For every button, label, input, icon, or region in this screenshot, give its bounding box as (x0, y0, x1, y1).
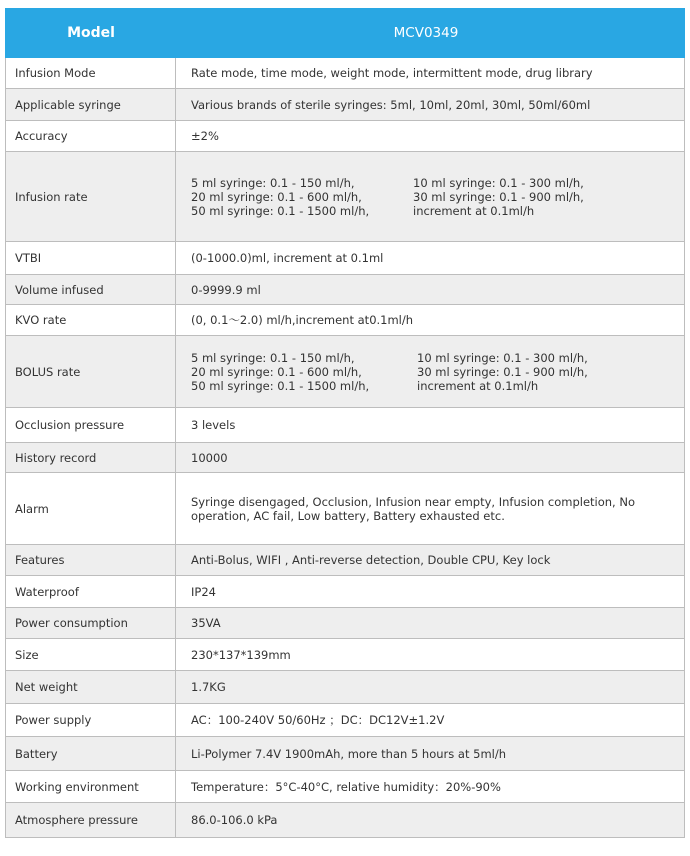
table-row (6, 152, 685, 242)
row-label: Atmosphere pressure (6, 803, 176, 838)
row-value: Li-Polymer 7.4V 1900mAh, more than 5 hours at 5ml/h (176, 737, 685, 771)
rate-line: 10 ml syringe: 0.1 - 300 ml/h, (417, 350, 588, 365)
table-row (6, 58, 685, 89)
row-value: Rate mode, time mode, weight mode, intermittent mode, drug library (176, 58, 685, 89)
row-value: Syringe disengaged, Occlusion, Infusion near empty, Infusion completion, No operation, AC fail, Low battery, Battery exhausted etc. (176, 473, 685, 545)
row-label: Working environment (6, 771, 176, 803)
row-label: Infusion rate (6, 152, 176, 242)
row-value (176, 152, 685, 242)
row-value: Various brands of sterile syringes: 5ml, 10ml, 20ml, 30ml, 50ml/60ml (176, 89, 685, 121)
row-label: Waterproof (6, 576, 176, 608)
table-row (6, 803, 685, 838)
table-row (6, 336, 685, 408)
row-value: 86.0-106.0 kPa (176, 803, 685, 838)
table-row (6, 704, 685, 737)
row-label: History record (6, 443, 176, 473)
row-value: ±2% (176, 121, 685, 152)
row-label: Power consumption (6, 608, 176, 639)
table-row (6, 443, 685, 473)
table-row (6, 545, 685, 576)
table-row (6, 608, 685, 639)
row-value: 3 levels (176, 408, 685, 443)
row-label: Size (6, 639, 176, 671)
row-value: 230*137*139mm (176, 639, 685, 671)
rate-line: 50 ml syringe: 0.1 - 1500 ml/h, (191, 378, 370, 393)
row-value: AC：100-240V 50/60Hz ；DC：DC12V±1.2V (176, 704, 685, 737)
rate-line: 20 ml syringe: 0.1 - 600 ml/h, (191, 189, 362, 204)
rate-line: 30 ml syringe: 0.1 - 900 ml/h, (417, 364, 588, 379)
row-label: Battery (6, 737, 176, 771)
rate-line: 5 ml syringe: 0.1 - 150 ml/h, (191, 350, 355, 365)
header-value: MCV0349 (176, 9, 685, 58)
rate-line: 50 ml syringe: 0.1 - 1500 ml/h, (191, 203, 370, 218)
table-row (6, 242, 685, 275)
row-value: (0-1000.0)ml, increment at 0.1ml (176, 242, 685, 275)
header-label: Model (6, 9, 176, 58)
row-value: 0-9999.9 ml (176, 275, 685, 305)
table-row (6, 473, 685, 545)
table-row (6, 576, 685, 608)
table-row (6, 671, 685, 704)
row-label: Accuracy (6, 121, 176, 152)
row-label: BOLUS rate (6, 336, 176, 408)
row-value: IP24 (176, 576, 685, 608)
row-label: Infusion Mode (6, 58, 176, 89)
table-row (6, 121, 685, 152)
row-label: Applicable syringe (6, 89, 176, 121)
row-label: Net weight (6, 671, 176, 704)
row-value: Temperature：5°C-40°C, relative humidity：20%-90% (176, 771, 685, 803)
rate-line: 30 ml syringe: 0.1 - 900 ml/h, (413, 189, 584, 204)
rate-line: increment at 0.1ml/h (417, 378, 539, 393)
table-row (6, 305, 685, 336)
row-label: KVO rate (6, 305, 176, 336)
row-value (176, 336, 685, 408)
table-row (6, 771, 685, 803)
spec-table (5, 8, 685, 838)
row-label: Volume infused (6, 275, 176, 305)
table-row (6, 737, 685, 771)
table-row (6, 408, 685, 443)
row-label: Alarm (6, 473, 176, 545)
table-row (6, 275, 685, 305)
rate-line: 5 ml syringe: 0.1 - 150 ml/h, (191, 175, 355, 190)
row-label: VTBI (6, 242, 176, 275)
row-value: Anti-Bolus, WIFI , Anti-reverse detection, Double CPU, Key lock (176, 545, 685, 576)
row-label: Power supply (6, 704, 176, 737)
rate-line: 20 ml syringe: 0.1 - 600 ml/h, (191, 364, 362, 379)
row-label: Occlusion pressure (6, 408, 176, 443)
row-value: 35VA (176, 608, 685, 639)
row-value: 1.7KG (176, 671, 685, 704)
table-row (6, 639, 685, 671)
header-row (6, 9, 685, 58)
row-value: (0, 0.1～2.0) ml/h,increment at0.1ml/h (176, 305, 685, 336)
table-row (6, 89, 685, 121)
row-label: Features (6, 545, 176, 576)
rate-line: increment at 0.1ml/h (413, 203, 535, 218)
rate-line: 10 ml syringe: 0.1 - 300 ml/h, (413, 175, 584, 190)
row-value: 10000 (176, 443, 685, 473)
